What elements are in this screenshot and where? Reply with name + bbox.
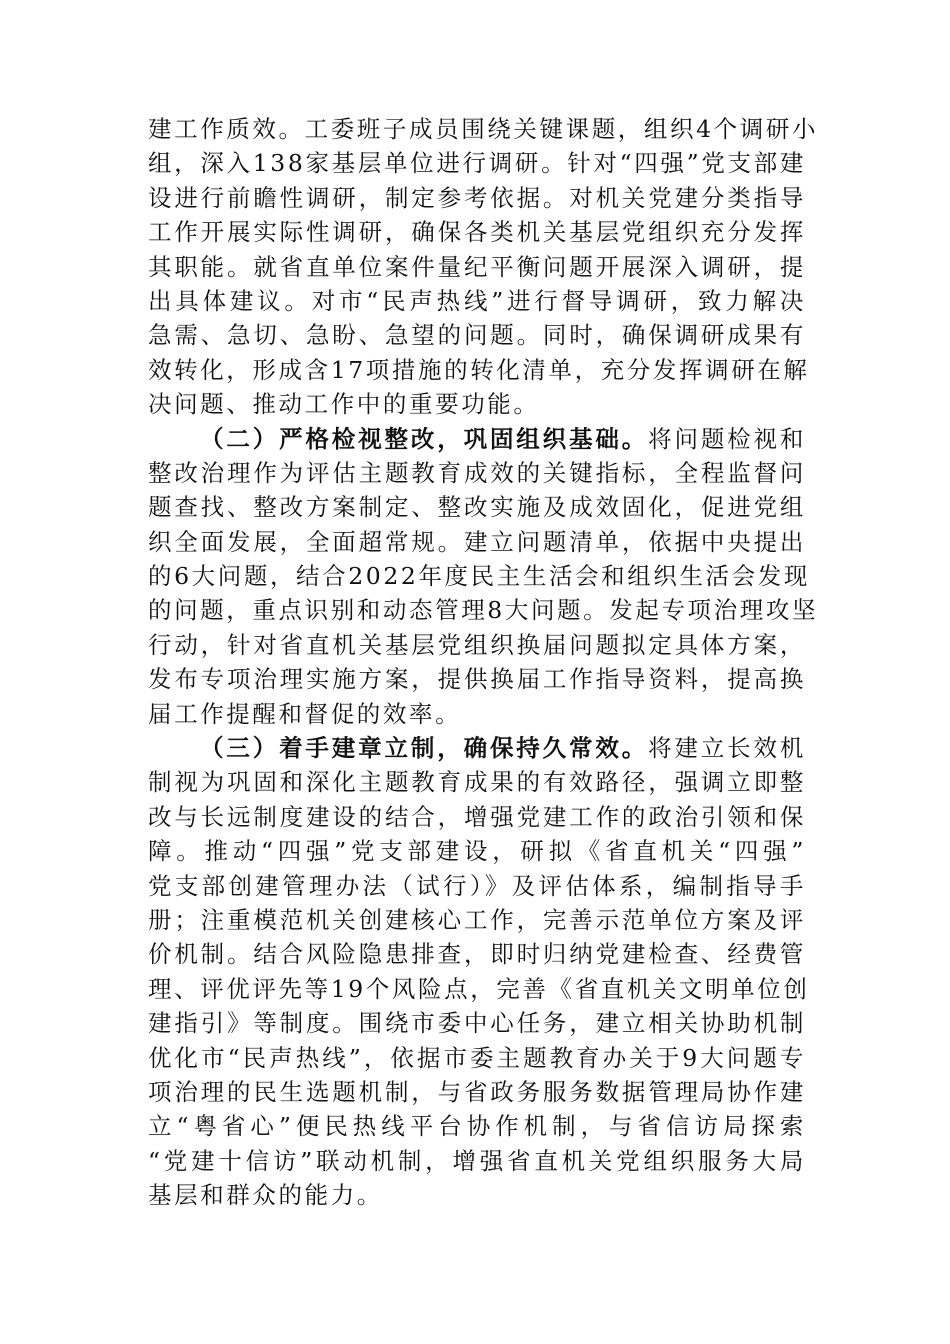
text-line: 项治理的民生选题机制，与省政务服务数据管理局协作建 (148, 1077, 806, 1106)
text-line: 的6大问题，结合2022年度民主生活会和组织生活会发现 (148, 562, 810, 591)
text-line: 其职能。就省直单位案件量纪平衡问题开展深入调研，提 (148, 252, 806, 281)
text-line: 建指引》等制度。围绕市委中心任务，建立相关协助机制 (148, 1009, 806, 1038)
document-page (148, 112, 819, 1213)
text-line: 设进行前瞻性调研，制定参考依据。对机关党建分类指导 (148, 183, 806, 212)
paragraph-first-line (148, 422, 806, 456)
text-line: 急需、急切、急盼、急望的问题。同时，确保调研成果有 (148, 321, 806, 350)
paragraph-1 (148, 112, 819, 422)
section-heading: （二）严格检视整改，巩固组织基础。 (200, 424, 649, 453)
text-line: 效转化，形成含17项措施的转化清单，充分发挥调研在解 (148, 355, 810, 384)
text-span: 将建立长效机 (648, 734, 807, 763)
text-line: 优化市“民声热线”，依据市委主题教育办关于9大问题专 (148, 1043, 806, 1072)
text-line: 发布专项治理实施方案，提供换届工作指导资料，提高换 (148, 665, 806, 694)
text-line: 立“粤省心”便民热线平台协作机制，与省信访局探索 (148, 1112, 806, 1141)
paragraph-first-line (148, 731, 806, 765)
text-line: 工作开展实际性调研，确保各类机关基层党组织充分发挥 (148, 218, 806, 247)
text-line: 的问题，重点识别和动态管理8大问题。发起专项治理攻坚 (148, 596, 819, 625)
paragraph-3 (148, 731, 810, 1212)
text-line: 整改治理作为评估主题教育成效的关键指标，全程监督问 (148, 458, 806, 487)
text-line: 织全面发展，全面超常规。建立问题清单，依据中央提出 (148, 527, 806, 556)
text-line: 基层和群众的能力。 (148, 1181, 383, 1210)
text-line: 出具体建议。对市“民声热线”进行督导调研，致力解决 (148, 286, 806, 315)
text-line: 决问题、推动工作中的重要功能。 (148, 390, 540, 419)
text-line: 价机制。结合风险隐患排查，即时归纳党建检查、经费管 (148, 940, 806, 969)
text-line: 障。推动“四强”党支部建设，研拟《省直机关“四强” (148, 837, 806, 866)
text-line: “党建十信访”联动机制，增强省直机关党组织服务大局 (148, 1146, 806, 1175)
text-line: 改与长远制度建设的结合，增强党建工作的政治引领和保 (148, 802, 806, 831)
text-line: 册；注重模范机关创建核心工作，完善示范单位方案及评 (148, 905, 806, 934)
text-line: 党支部创建管理办法（试行）》及评估体系，编制指导手 (148, 871, 806, 900)
text-line: 行动，针对省直机关基层党组织换届问题拟定具体方案， (148, 630, 806, 659)
text-span: 将问题检视和 (648, 424, 807, 453)
text-line: 题查找、整改方案制定、整改实施及成效固化，促进党组 (148, 493, 806, 522)
text-line: 届工作提醒和督促的效率。 (148, 699, 462, 728)
paragraph-2 (148, 422, 819, 732)
text-line: 理、评优评先等19个风险点，完善《省直机关文明单位创 (148, 974, 810, 1003)
text-line: 组，深入138家基层单位进行调研。针对“四强”党支部建 (148, 149, 806, 178)
text-line: 制视为巩固和深化主题教育成果的有效路径，强调立即整 (148, 768, 806, 797)
text-line: 建工作质效。工委班子成员围绕关键课题，组织4个调研小 (148, 115, 819, 143)
section-heading: （三）着手建章立制，确保持久常效。 (200, 734, 649, 763)
